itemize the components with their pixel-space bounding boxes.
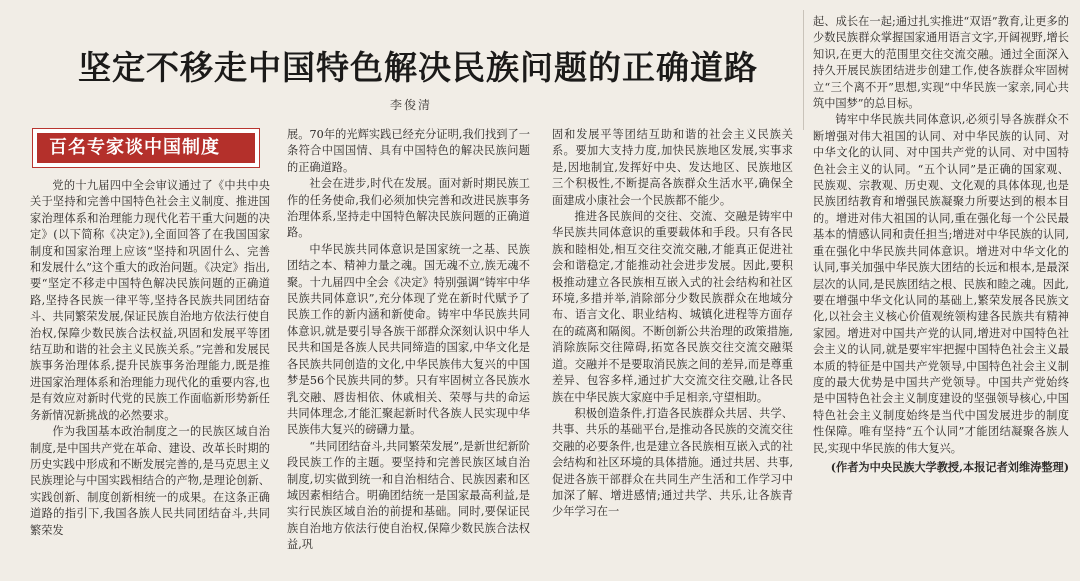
text-column-3 [552,127,793,577]
column-banner-label: 百名专家谈中国制度 [37,133,255,163]
article-title: 坚定不移走中国特色解决民族问题的正确道路 [78,48,758,87]
paragraph: 起、成长在一起;通过扎实推进“双语”教育,让更多的少数民族群众掌握国家通用语言文字,开阔视野,增长知识,在更大的范围里交往交流交融。通过全面深入持久开展民族团结进步创建工作,使各族群众牢固树立“三个离不开”思想,实现“中华民族一家亲,同心共筑中国梦”的总目标。 [813,15,1069,111]
text-column-1 [30,178,270,578]
paragraph: 积极创造条件,打造各民族群众共居、共学、共事、共乐的基础平台,是推动各民族的交流交往交融的必要条件,也是建立各民族相互嵌入式的社会结构和社区环境的具体措施。通过共居、共事,促进各族干部群众在共同生产生活和工作学习中加深了解、增进感情;通过共学、共乐,让各族青少年学习在一 [552,406,793,519]
author-credit: (作者为中央民族大学教授,本报记者刘维涛整理) [830,459,1069,474]
paragraph: 党的十九届四中全会审议通过了《中共中央关于坚持和完善中国特色社会主义制度、推进国家治理体系和治理能力现代化若干重大问题的决定》(以下简称《决定》),全面回答了在我国国家制度和国家治理上应该“坚持和巩固什么、完善和发展什么”这个重大的政治问题。《决定》指出,要“坚定不移走中国特色解决民族问题的正确道路,坚持各民族一律平等,坚持各民族共同团结奋斗、共同繁荣发展,保证民族自治地方依法行使自治权,保障少数民族合法权益,巩固和发展平等团结互助和谐的社会主义民族关系。”完善和发展民族事务治理体系,提升民族事务治理能力,既是推进国家治理体系和治理能力现代化的重要内容,也是有效应对新时代党的民族工作面临新形势新任务新情况新挑战的必然要求。 [30,179,270,422]
paragraph: 社会在进步,时代在发展。面对新时期民族工作的任务使命,我们必须加快完善和改进民族事务治理体系,坚持走中国特色解决民族问题的正确道路。 [287,177,530,240]
paragraph: 展。70年的光辉实践已经充分证明,我们找到了一条符合中国国情、具有中国特色的解决民族问题的正确道路。 [287,128,530,174]
text-column-2 [287,127,530,577]
paragraph: 作为我国基本政治制度之一的民族区域自治制度,是中国共产党在革命、建设、改革长时期的历史实践中形成和不断发展完善的,是马克思主义民族理论与中国实践相结合的产物,是理论创新、实践创新、制度创新相统一的成果。在这条正确道路的指引下,我国各族人民共同团结奋斗,共同繁荣发 [30,425,270,537]
text-column-4 [813,14,1069,580]
paragraph: 中华民族共同体意识是国家统一之基、民族团结之本、精神力量之魂。国无魂不立,族无魂不聚。十九届四中全会《决定》特别强调“铸牢中华民族共同体意识”,充分体现了党在新时代赋予了民族工作的新内涵和新使命。铸牢中华民族共同体意识,就是要引导各族干部群众深刻认识中华人民共和国是各族人民共同缔造的国家,中华文化是各民族共同创造的文化,中华民族伟大复兴的中国梦是56个民族共同的梦。只有牢固树立各民族水乳交融、唇齿相依、休戚相关、荣辱与共的命运共同体理念,才能汇聚起新时代各族人民实现中华民族伟大复兴的磅礴力量。 [287,242,530,437]
paragraph: “共同团结奋斗,共同繁荣发展”,是新世纪新阶段民族工作的主题。要坚持和完善民族区域自治制度,切实做到统一和自治相结合、民族因素和区域因素相结合。明确团结统一是国家最高利益,是实行民族区域自治的前提和基础。同时,要保证民族自治地方依法行使自治权,保障少数民族合法权益,巩 [287,439,530,552]
paragraph: 固和发展平等团结互助和谐的社会主义民族关系。要加大支持力度,加快民族地区发展,实事求是,因地制宜,发挥好中央、发达地区、民族地区三个积极性,不断提高各族群众生活水平,确保全面建成小康社会一个民族都不能少。 [552,128,793,207]
paragraph: 铸牢中华民族共同体意识,必须引导各族群众不断增强对伟大祖国的认同、对中华民族的认同、对中华文化的认同、对中国共产党的认同、对中国特色社会主义的认同。“五个认同”是正确的国家观、民族观、宗教观、历史观、文化观的具体体现,也是民族团结教育和增强民族凝聚力所要达到的根本目的。增进对伟大祖国的认同,重在强化每一个公民最基本的情感认同和责任担当;增进对中华民族的认同,重在强化中华民族共同体意识。增进对中华文化的认同,事关加强中华民族大团结的长远和根本,是最深层次的认同,是民族团结之根、民族和睦之魂。因此,要在增强中华文化认同的基础上,繁荣发展各民族文化,以社会主义核心价值观统领构建各民族共有精神家园。增进对中国共产党的认同,增进对中国特色社会主义的认同,就是要牢牢把握中国特色社会主义最本质的特征是中国共产党领导,中国特色社会主义制度的最大优势是中国共产党领导。中国共产党始终是中国特色社会主义制度建设的坚强领导核心,中国特色社会主义制度始终是当代中国发展进步的制度性保障。唯有坚持“五个认同”才能团结凝聚各族人民,实现中华民族的伟大复兴。 [813,113,1069,455]
author-byline: 李俊清 [390,98,433,112]
column-banner [32,128,260,168]
paragraph: 推进各民族间的交往、交流、交融是铸牢中华民族共同体意识的重要载体和手段。只有各民族和睦相处,相互交往交流交融,才能真正促进社会和谐稳定,才能推动社会进步发展。因此,要积极推动建立各民族相互嵌入式的社会结构和社区环境,多措并举,消除部分少数民族群众在地域分布、语言文化、职业结构、城镇化进程等方面存在的疏离和隔阂。不断创新公共治理的政策措施,消除族际交往障碍,拓宽各民族交往交流交融渠道。交融并不是要取消民族之间的差异,而是尊重差异、包容多样,通过扩大交流交往交融,让各民族在中华民族大家庭中手足相亲,守望相助。 [552,210,793,404]
column-divider [803,10,804,130]
